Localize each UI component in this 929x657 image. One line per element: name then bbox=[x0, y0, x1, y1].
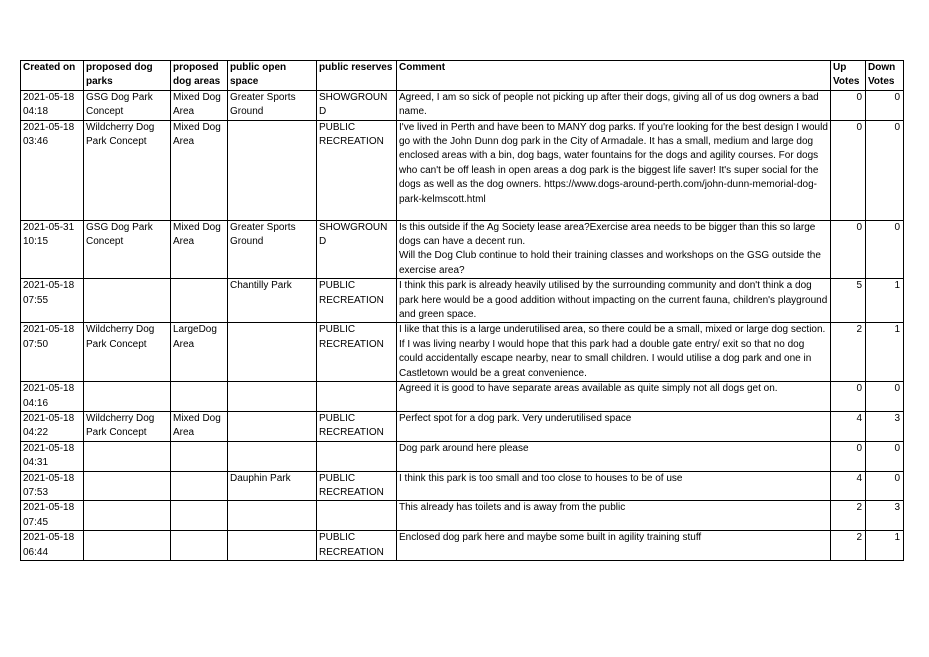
cell-public-open-space: Dauphin Park bbox=[228, 471, 317, 501]
cell-comment: This already has toilets and is away from the public bbox=[397, 501, 831, 531]
cell-down-votes: 3 bbox=[866, 411, 904, 441]
cell-proposed-dog-park bbox=[84, 279, 171, 323]
header-comment: Comment bbox=[397, 61, 831, 91]
cell-proposed-dog-area: Mixed Dog Area bbox=[171, 120, 228, 220]
header-public-reserves: public reserves bbox=[317, 61, 397, 91]
cell-proposed-dog-area: Mixed Dog Area bbox=[171, 411, 228, 441]
cell-proposed-dog-area bbox=[171, 441, 228, 471]
table-row bbox=[21, 120, 904, 220]
cell-public-reserve: PUBLIC RECREATION bbox=[317, 279, 397, 323]
table-row bbox=[21, 501, 904, 531]
cell-comment: Perfect spot for a dog park. Very underutilised space bbox=[397, 411, 831, 441]
cell-created-on: 2021-05-18 03:46 bbox=[21, 120, 84, 220]
cell-public-open-space bbox=[228, 441, 317, 471]
table-row bbox=[21, 441, 904, 471]
cell-public-reserve: PUBLIC RECREATION bbox=[317, 471, 397, 501]
header-proposed-dog-parks: proposed dog parks bbox=[84, 61, 171, 91]
cell-public-reserve bbox=[317, 382, 397, 412]
cell-public-open-space bbox=[228, 501, 317, 531]
cell-proposed-dog-park: GSG Dog Park Concept bbox=[84, 220, 171, 279]
cell-down-votes: 0 bbox=[866, 120, 904, 220]
cell-public-reserve: PUBLIC RECREATION bbox=[317, 323, 397, 382]
comments-table bbox=[20, 60, 904, 561]
cell-up-votes: 0 bbox=[831, 120, 866, 220]
cell-comment: I think this park is already heavily utilised by the surrounding community and don't think a dog park here would be a good addition without impacting on the current fauna, children's playground and green space. bbox=[397, 279, 831, 323]
cell-created-on: 2021-05-18 04:31 bbox=[21, 441, 84, 471]
header-up-votes: Up Votes bbox=[831, 61, 866, 91]
cell-up-votes: 2 bbox=[831, 531, 866, 561]
cell-comment: Dog park around here please bbox=[397, 441, 831, 471]
cell-down-votes: 0 bbox=[866, 441, 904, 471]
table-row bbox=[21, 279, 904, 323]
cell-down-votes: 1 bbox=[866, 279, 904, 323]
cell-proposed-dog-area bbox=[171, 501, 228, 531]
cell-public-open-space bbox=[228, 323, 317, 382]
cell-up-votes: 0 bbox=[831, 220, 866, 279]
cell-comment: I like that this is a large underutilised area, so there could be a small, mixed or large dog section. If I was living nearby I would hope that this park had a double gate entry/ exit so that no dog could accidentally escape nearby, near to small children. I would utilise a dog park and one in Castletown would be a great convenience. bbox=[397, 323, 831, 382]
table-row bbox=[21, 471, 904, 501]
cell-comment: Is this outside if the Ag Society lease area?Exercise area needs to be bigger than this so large dogs can have a decent run. Will the Dog Club continue to hold their training classes and workshops on the GSG outside the exercise area? bbox=[397, 220, 831, 279]
cell-down-votes: 0 bbox=[866, 471, 904, 501]
cell-proposed-dog-area: Mixed Dog Area bbox=[171, 90, 228, 120]
cell-comment: Agreed, I am so sick of people not picking up after their dogs, giving all of us dog owners a bad name. bbox=[397, 90, 831, 120]
cell-public-reserve: SHOWGROUND bbox=[317, 90, 397, 120]
cell-public-reserve bbox=[317, 441, 397, 471]
cell-proposed-dog-park: GSG Dog Park Concept bbox=[84, 90, 171, 120]
cell-down-votes: 1 bbox=[866, 323, 904, 382]
cell-public-open-space: Greater Sports Ground bbox=[228, 220, 317, 279]
cell-public-open-space bbox=[228, 411, 317, 441]
cell-public-reserve: SHOWGROUND bbox=[317, 220, 397, 279]
cell-public-reserve: PUBLIC RECREATION bbox=[317, 120, 397, 220]
cell-public-open-space bbox=[228, 531, 317, 561]
cell-proposed-dog-park: Wildcherry Dog Park Concept bbox=[84, 411, 171, 441]
cell-public-reserve: PUBLIC RECREATION bbox=[317, 411, 397, 441]
header-public-open-space: public open space bbox=[228, 61, 317, 91]
cell-comment: I've lived in Perth and have been to MANY dog parks. If you're looking for the best design I would go with the John Dunn dog park in the City of Armadale. It has a small, medium and large dog enclosed areas with a bin, dog bags, water fountains for the dogs and agility courses. For dogs who can't be off leash in open areas a dog park is the biggest life saver! It's super social for the dogs as well as the dog owners. https://www.dogs-around-perth.com/john-dunn-memorial-dog-park-kelmscott.html bbox=[397, 120, 831, 220]
cell-proposed-dog-park bbox=[84, 531, 171, 561]
cell-proposed-dog-area bbox=[171, 471, 228, 501]
header-proposed-dog-areas: proposed dog areas bbox=[171, 61, 228, 91]
cell-public-reserve: PUBLIC RECREATION bbox=[317, 531, 397, 561]
cell-proposed-dog-park bbox=[84, 382, 171, 412]
header-created-on: Created on bbox=[21, 61, 84, 91]
cell-up-votes: 4 bbox=[831, 471, 866, 501]
cell-proposed-dog-park: Wildcherry Dog Park Concept bbox=[84, 323, 171, 382]
cell-public-open-space bbox=[228, 382, 317, 412]
table-row bbox=[21, 411, 904, 441]
table-row bbox=[21, 531, 904, 561]
cell-proposed-dog-park bbox=[84, 471, 171, 501]
table-row bbox=[21, 382, 904, 412]
cell-created-on: 2021-05-18 04:16 bbox=[21, 382, 84, 412]
cell-created-on: 2021-05-18 04:18 bbox=[21, 90, 84, 120]
cell-created-on: 2021-05-18 07:55 bbox=[21, 279, 84, 323]
cell-created-on: 2021-05-18 07:53 bbox=[21, 471, 84, 501]
cell-proposed-dog-park bbox=[84, 501, 171, 531]
cell-down-votes: 0 bbox=[866, 382, 904, 412]
cell-proposed-dog-area: LargeDog Area bbox=[171, 323, 228, 382]
cell-public-open-space: Chantilly Park bbox=[228, 279, 317, 323]
cell-proposed-dog-area bbox=[171, 531, 228, 561]
header-row bbox=[21, 61, 904, 91]
cell-public-reserve bbox=[317, 501, 397, 531]
cell-created-on: 2021-05-31 10:15 bbox=[21, 220, 84, 279]
cell-up-votes: 4 bbox=[831, 411, 866, 441]
cell-comment: Enclosed dog park here and maybe some built in agility training stuff bbox=[397, 531, 831, 561]
cell-up-votes: 2 bbox=[831, 501, 866, 531]
cell-up-votes: 0 bbox=[831, 382, 866, 412]
cell-up-votes: 0 bbox=[831, 441, 866, 471]
cell-proposed-dog-area: Mixed Dog Area bbox=[171, 220, 228, 279]
cell-public-open-space: Greater Sports Ground bbox=[228, 90, 317, 120]
cell-down-votes: 1 bbox=[866, 531, 904, 561]
cell-comment: I think this park is too small and too close to houses to be of use bbox=[397, 471, 831, 501]
cell-down-votes: 0 bbox=[866, 220, 904, 279]
cell-up-votes: 5 bbox=[831, 279, 866, 323]
cell-comment: Agreed it is good to have separate areas available as quite simply not all dogs get on. bbox=[397, 382, 831, 412]
cell-proposed-dog-area bbox=[171, 382, 228, 412]
table-row bbox=[21, 90, 904, 120]
header-down-votes: Down Votes bbox=[866, 61, 904, 91]
cell-proposed-dog-area bbox=[171, 279, 228, 323]
cell-down-votes: 3 bbox=[866, 501, 904, 531]
cell-proposed-dog-park bbox=[84, 441, 171, 471]
cell-created-on: 2021-05-18 06:44 bbox=[21, 531, 84, 561]
cell-created-on: 2021-05-18 07:50 bbox=[21, 323, 84, 382]
cell-proposed-dog-park: Wildcherry Dog Park Concept bbox=[84, 120, 171, 220]
cell-created-on: 2021-05-18 07:45 bbox=[21, 501, 84, 531]
cell-up-votes: 2 bbox=[831, 323, 866, 382]
cell-public-open-space bbox=[228, 120, 317, 220]
cell-down-votes: 0 bbox=[866, 90, 904, 120]
cell-up-votes: 0 bbox=[831, 90, 866, 120]
cell-created-on: 2021-05-18 04:22 bbox=[21, 411, 84, 441]
table-row bbox=[21, 323, 904, 382]
table-row bbox=[21, 220, 904, 279]
